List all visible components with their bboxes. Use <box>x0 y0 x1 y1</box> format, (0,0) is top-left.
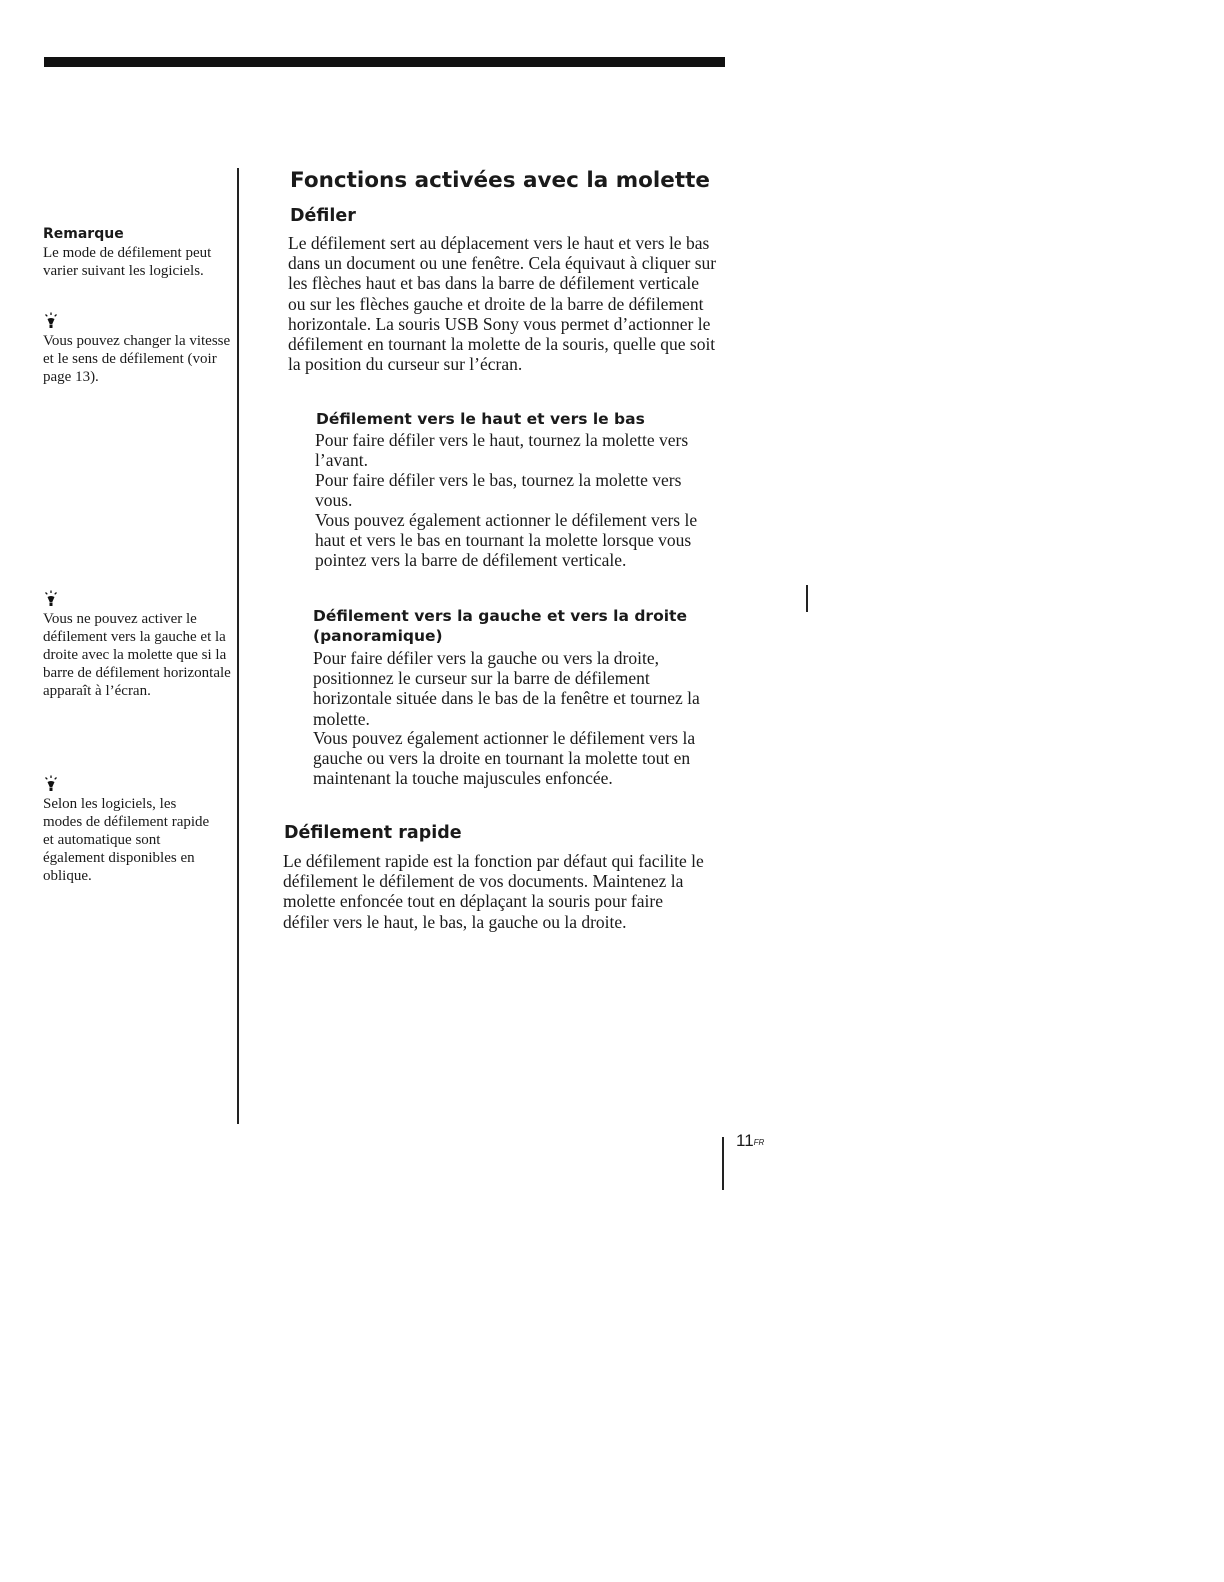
lightbulb-icon <box>44 312 58 330</box>
tip-text: Vous ne pouvez activer le défilement vers la gauche et la droite avec la molette que si la barre de défilement horizontale apparaît à l’écran. <box>43 611 231 699</box>
defiler-paragraph: Le défilement sert au déplacement vers le haut et vers le bas dans un document ou une fenêtre. Cela équivaut à cliquer sur les flèches haut et bas dans la barre de défilement verticale ou sur les flèches gauche et droite de la barre de défilement horizontale. La souris USB Sony vous permet d’actionner le défilement en tournant la molette de la souris, quelle que soit la position du curseur sur l’écran. <box>288 233 717 375</box>
horizontal-paragraph-2: Vous pouvez également actionner le défilement vers la gauche ou vers la droite en tournant la molette tout en maintenant la touche majuscules enfoncée. <box>313 728 696 789</box>
column-divider <box>237 168 239 1124</box>
subheading-vertical: Défilement vers le haut et vers le bas <box>316 410 645 428</box>
page-marker <box>722 1137 724 1190</box>
section-heading-rapide: Défilement rapide <box>284 823 462 843</box>
top-rule <box>44 57 725 67</box>
subheading-horizontal: Défilement vers la gauche et vers la droite (panoramique) <box>313 607 687 645</box>
section-heading-defiler: Défiler <box>290 206 356 226</box>
vertical-paragraph-3: Vous pouvez également actionner le défilement vers le haut et vers le bas en tournant la molette lorsque vous pointez vers la barre de défilement verticale. <box>315 510 698 571</box>
sidebar-tip <box>43 590 233 700</box>
sidebar-note <box>43 225 233 280</box>
tip-text: Selon les logiciels, les modes de défilement rapide et automatique sont également disponibles en oblique. <box>43 796 210 884</box>
sidebar-tip <box>43 312 233 386</box>
sidebar-tip <box>43 775 218 885</box>
note-heading: Remarque <box>43 226 124 242</box>
note-text: Le mode de défilement peut varier suivant les logiciels. <box>43 245 212 279</box>
lightbulb-icon <box>44 775 58 793</box>
lightbulb-icon <box>44 590 58 608</box>
horizontal-paragraph-1: Pour faire défiler vers la gauche ou vers la droite, positionnez le curseur sur la barre de défilement horizontale située dans le bas de la fenêtre et tournez la molette. <box>313 648 700 729</box>
rapide-paragraph: Le défilement rapide est la fonction par défaut qui facilite le défilement le défilement de vos documents. Maintenez la molette enfoncée tout en déplaçant la souris pour faire défiler vers le haut, le bas, la gauche ou la droite. <box>283 851 704 932</box>
vertical-paragraph-1: Pour faire défiler vers le haut, tournez la molette vers l’avant. <box>315 430 689 471</box>
page-number-suffix: FR <box>753 1138 765 1147</box>
scan-mark <box>806 585 808 612</box>
vertical-paragraph-2: Pour faire défiler vers le bas, tournez la molette vers vous. <box>315 470 682 511</box>
tip-text: Vous pouvez changer la vitesse et le sens de défilement (voir page 13). <box>43 333 231 385</box>
page-number-value: 11 <box>736 1131 754 1150</box>
page-title: Fonctions activées avec la molette <box>290 168 710 193</box>
page-number <box>736 1130 764 1152</box>
